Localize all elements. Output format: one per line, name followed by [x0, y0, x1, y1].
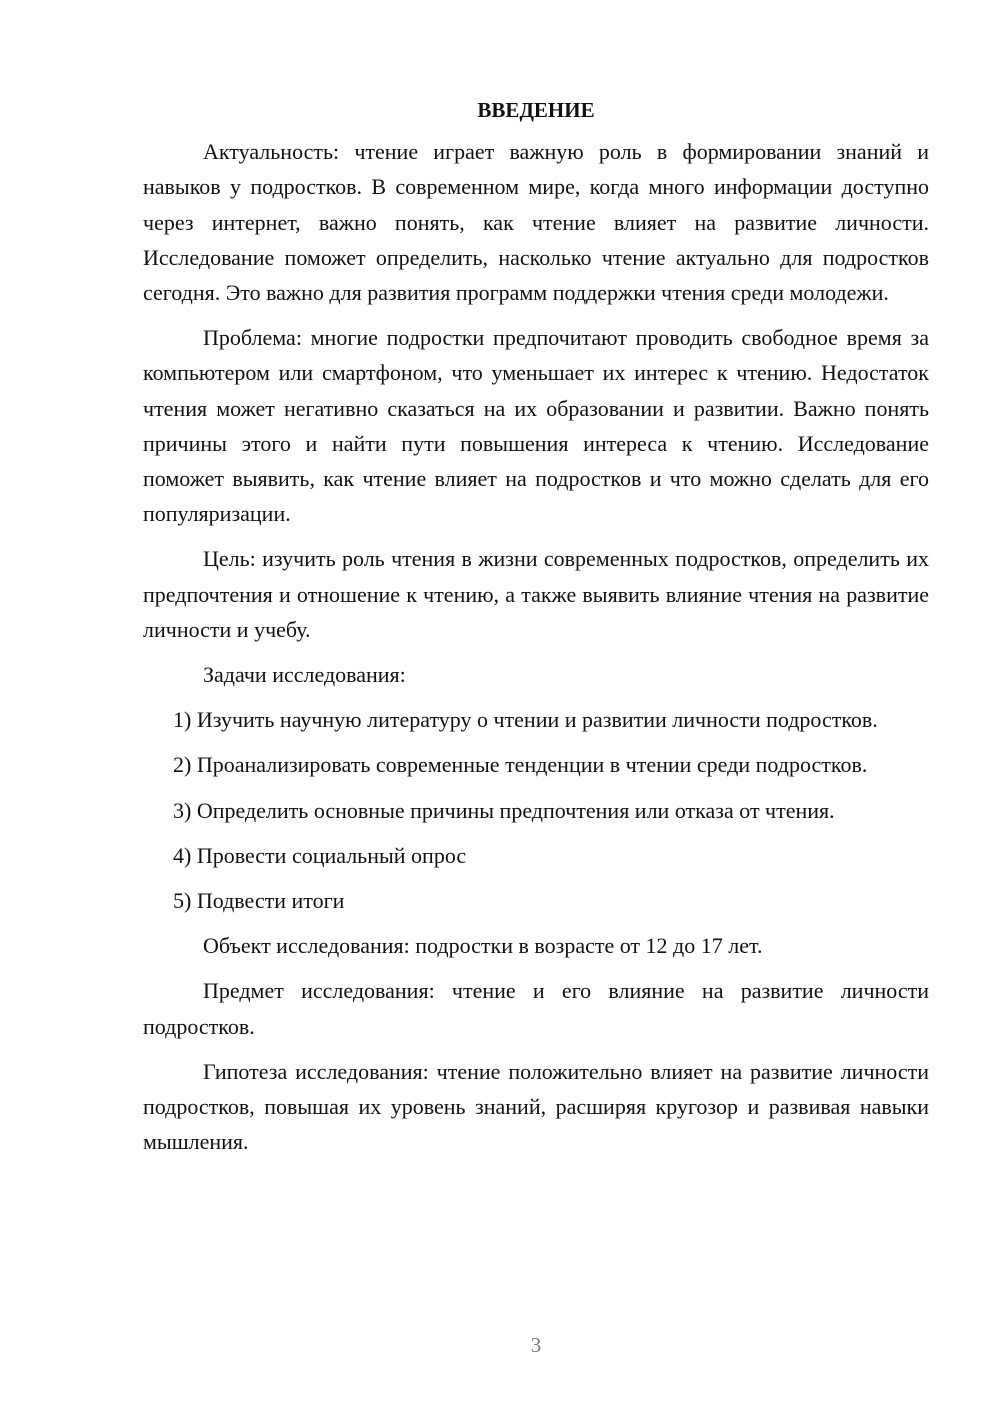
- relevance-paragraph: Актуальность: чтение играет важную роль в формировании знаний и навыков у подростков. В современном мире, когда много информации доступно через интернет, важно понять, как чтение влияет на развитие личности. Исследование поможет определить, насколько чтение актуально для подростков сегодня. Это важно для развития программ поддержки чтения среди молодежи.: [143, 139, 929, 306]
- task-item-1: 1) Изучить научную литературу о чтении и развитии личности подростков.: [173, 707, 878, 733]
- goal-paragraph: Цель: изучить роль чтения в жизни современных подростков, определить их предпочтения и отношение к чтению, а также выявить влияние чтения на развитие личности и учебу.: [143, 546, 929, 642]
- problem-paragraph: Проблема: многие подростки предпочитают проводить свободное время за компьютером или смартфоном, что уменьшает их интерес к чтению. Недостаток чтения может негативно сказаться на их образовании и развитии. Важно понять причины этого и найти пути повышения интереса к чтению. Исследование поможет выявить, как чтение влияет на подростков и что можно сделать для его популяризации.: [143, 325, 929, 527]
- tasks-heading: Задачи исследования:: [203, 662, 406, 688]
- page-number: 3: [530, 1333, 542, 1357]
- task-item-4: 4) Провести социальный опрос: [173, 842, 467, 868]
- subject-paragraph: Предмет исследования: чтение и его влияние на развитие личности подростков.: [143, 978, 929, 1039]
- task-item-3: 3) Определить основные причины предпочтения или отказа от чтения.: [173, 797, 835, 823]
- section-title: ВВЕДЕНИЕ: [477, 98, 595, 122]
- page-content: [143, 93, 929, 1169]
- object-paragraph: Объект исследования: подростки в возрасте от 12 до 17 лет.: [203, 933, 763, 959]
- task-item-2: 2) Проанализировать современные тенденции в чтении среди подростков.: [173, 752, 868, 778]
- task-item-5: 5) Подвести итоги: [173, 888, 345, 914]
- hypothesis-paragraph: Гипотеза исследования: чтение положительно влияет на развитие личности подростков, повышая их уровень знаний, расширяя кругозор и развивая навыки мышления.: [143, 1058, 929, 1155]
